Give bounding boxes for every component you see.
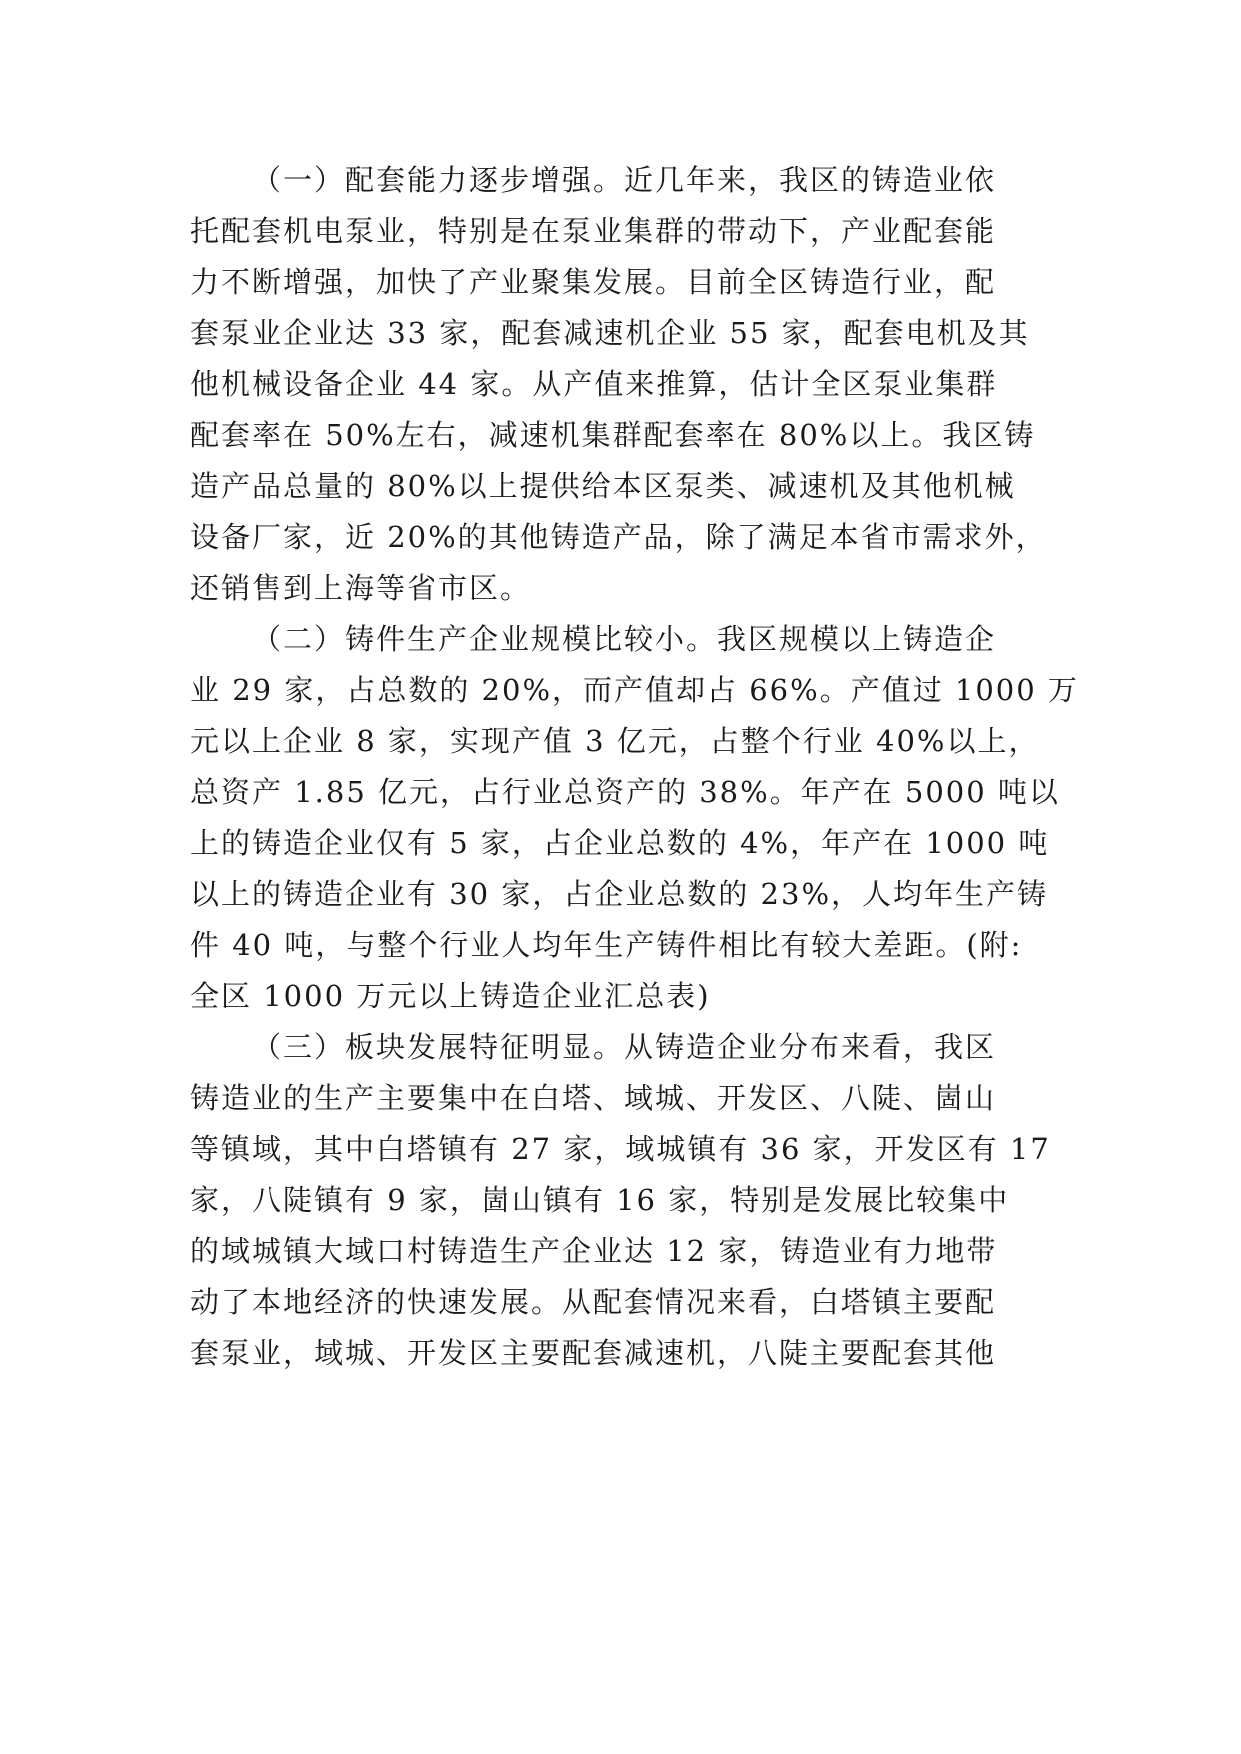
text-line: 总资产 1.85 亿元，占行业总资产的 38%。年产在 5000 吨以 xyxy=(190,775,1060,809)
text-line: 铸造业的生产主要集中在白塔、域城、开发区、八陡、崮山 xyxy=(190,1081,997,1115)
text-line: 全区 1000 万元以上铸造企业汇总表) xyxy=(190,979,711,1013)
text-line: （二）铸件生产企业规模比较小。我区规模以上铸造企 xyxy=(252,622,997,656)
text-line: 以上的铸造企业有 30 家，占企业总数的 23%，人均年生产铸 xyxy=(190,877,1049,911)
text-line: 的域城镇大域口村铸造生产企业达 12 家，铸造业有力地带 xyxy=(190,1234,998,1268)
text-line: 元以上企业 8 家，实现产值 3 亿元，占整个行业 40%以上， xyxy=(190,724,1040,758)
text-line: 还销售到上海等省市区。 xyxy=(190,571,532,605)
paragraph-3 xyxy=(190,1022,1062,1379)
document-body xyxy=(190,155,1079,1379)
paragraph-2 xyxy=(190,614,1079,1022)
text-line: 力不断增强，加快了产业聚集发展。目前全区铸造行业，配 xyxy=(190,265,997,299)
text-line: 造产品总量的 80%以上提供给本区泵类、减速机及其他机械 xyxy=(190,469,1016,503)
text-line: 设备厂家，近 20%的其他铸造产品，除了满足本省市需求外， xyxy=(190,520,1047,554)
text-line: 件 40 吨，与整个行业人均年生产铸件相比有较大差距。(附: xyxy=(190,928,1023,962)
text-line: 套泵业企业达 33 家，配套减速机企业 55 家，配套电机及其 xyxy=(190,316,1030,350)
text-line: 他机械设备企业 44 家。从产值来推算，估计全区泵业集群 xyxy=(190,367,998,401)
text-line: 业 29 家，占总数的 20%，而产值却占 66%。产值过 1000 万 xyxy=(190,673,1079,707)
text-line: （一）配套能力逐步增强。近几年来，我区的铸造业依 xyxy=(252,163,997,197)
text-line: 托配套机电泵业，特别是在泵业集群的带动下，产业配套能 xyxy=(190,214,997,248)
text-line: 上的铸造企业仅有 5 家，占企业总数的 4%，年产在 1000 吨 xyxy=(190,826,1050,860)
text-line: 家，八陡镇有 9 家，崮山镇有 16 家，特别是发展比较集中 xyxy=(190,1183,1010,1217)
text-line: 套泵业，域城、开发区主要配套减速机，八陡主要配套其他 xyxy=(190,1336,997,1370)
text-line: 动了本地经济的快速发展。从配套情况来看，白塔镇主要配 xyxy=(190,1285,997,1319)
text-line: 配套率在 50%左右，减速机集群配套率在 80%以上。我区铸 xyxy=(190,418,1036,452)
paragraph-1 xyxy=(190,155,1062,614)
text-line: （三）板块发展特征明显。从铸造企业分布来看，我区 xyxy=(252,1030,997,1064)
text-line: 等镇域，其中白塔镇有 27 家，域城镇有 36 家，开发区有 17 xyxy=(190,1132,1051,1166)
